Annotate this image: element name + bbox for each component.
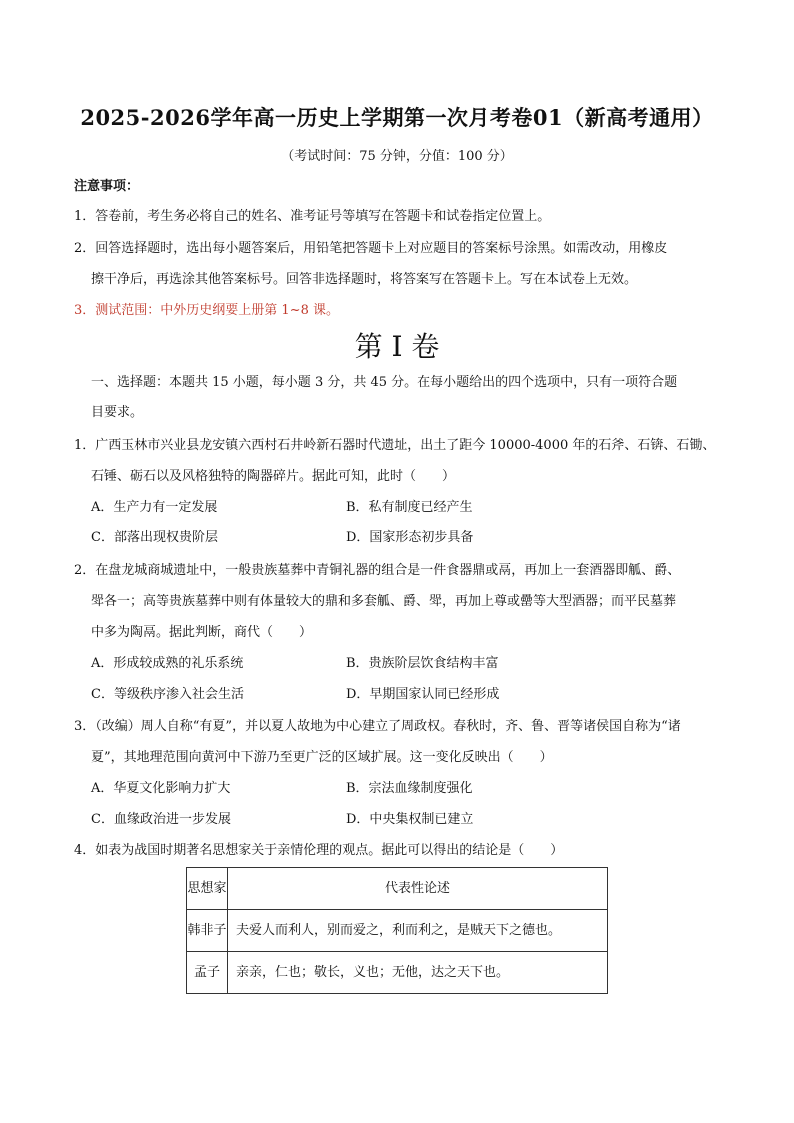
question-1-option-a: A．生产力有一定发展 xyxy=(91,500,218,515)
question-3-option-c: C．血缘政治进一步发展 xyxy=(91,812,231,827)
question-2-option-d: D．早期国家认同已经形成 xyxy=(346,687,500,702)
question-1-option-c: C．部落出现权贵阶层 xyxy=(91,530,218,545)
question-3-stem-line-1: 3．（改编）周人自称“有夏”，并以夏人故地为中心建立了周政权。春秋时，齐、鲁、晋等诸侯国自称为“诸 xyxy=(74,719,681,734)
table-cell-statement: 夫爱人而利人，别而爱之，利而利之，是贼天下之德也。 xyxy=(228,910,608,952)
question-1-stem-line-1: 1．广西玉林市兴业县龙安镇六西村石井岭新石器时代遗址，出土了距今 10000-4000 年的石斧、石锛、石锄、 xyxy=(74,438,716,453)
notice-item-2-line-1: 2．回答选择题时，选出每小题答案后，用铅笔把答题卡上对应题目的答案标号涂黑。如需改动，用橡皮 xyxy=(74,241,668,256)
question-3-option-a: A．华夏文化影响力扩大 xyxy=(91,781,231,796)
table-header-cell: 代表性论述 xyxy=(228,868,608,910)
question-1-stem-line-2: 石锤、砺石以及风格独特的陶器碎片。据此可知，此时（ ） xyxy=(91,469,456,484)
table-row xyxy=(187,952,608,994)
question-4-table xyxy=(186,867,608,994)
notice-item-1: 1．答卷前，考生务必将自己的姓名、准考证号等填写在答题卡和试卷指定位置上。 xyxy=(74,209,551,224)
question-2-stem-line-3: 中多为陶鬲。据此判断，商代（ ） xyxy=(91,625,313,640)
notice-item-2-line-2: 擦干净后，再选涂其他答案标号。回答非选择题时，将答案写在答题卡上。写在本试卷上无效。 xyxy=(91,272,638,287)
table-header-cell: 思想家 xyxy=(187,868,228,910)
question-2-option-c: C．等级秩序渗入社会生活 xyxy=(91,687,244,702)
exam-title: 2025-2026学年高一历史上学期第一次月考卷01（新高考通用） xyxy=(80,105,714,130)
question-1-option-d: D．国家形态初步具备 xyxy=(346,530,474,545)
table-cell-statement: 亲亲，仁也；敬长，义也；无他，达之天下也。 xyxy=(228,952,608,994)
notice-heading: 注意事项： xyxy=(74,179,140,194)
table-row xyxy=(187,910,608,952)
section-title: 第 I 卷 xyxy=(354,330,440,363)
question-3-option-b: B．宗法血缘制度强化 xyxy=(346,781,473,796)
question-1-option-b: B．私有制度已经产生 xyxy=(346,500,473,515)
table-cell-thinker: 韩非子 xyxy=(187,910,228,952)
question-4-stem-line-1: 4．如表为战国时期著名思想家关于亲情伦理的观点。据此可以得出的结论是（ ） xyxy=(74,843,564,858)
question-2-option-a: A．形成较成熟的礼乐系统 xyxy=(91,656,244,671)
notice-item-3: 3．测试范围：中外历史纲要上册第 1~8 课。 xyxy=(74,303,339,318)
section-intro-line-2: 目要求。 xyxy=(91,405,144,420)
question-3-option-d: D．中央集权制已建立 xyxy=(346,812,474,827)
question-2-stem-line-2: 斝各一；高等贵族墓葬中则有体量较大的鼎和多套觚、爵、斝，再加上尊或罍等大型酒器；而平民墓葬 xyxy=(91,594,677,609)
exam-subtitle: （考试时间：75 分钟，分值：100 分） xyxy=(281,149,513,164)
question-2-stem-line-1: 2．在盘龙城商城遗址中，一般贵族墓葬中青铜礼器的组合是一件食器鼎或鬲，再加上一套酒器即觚、爵、 xyxy=(74,563,681,578)
table-header-row xyxy=(187,868,608,910)
question-2-option-b: B．贵族阶层饮食结构丰富 xyxy=(346,656,499,671)
table-cell-thinker: 孟子 xyxy=(187,952,228,994)
section-intro-line-1: 一、选择题：本题共 15 小题，每小题 3 分，共 45 分。在每小题给出的四个选项中，只有一项符合题 xyxy=(91,375,678,390)
question-3-stem-line-2: 夏”，其地理范围向黄河中下游乃至更广泛的区域扩展。这一变化反映出（ ） xyxy=(91,750,553,765)
